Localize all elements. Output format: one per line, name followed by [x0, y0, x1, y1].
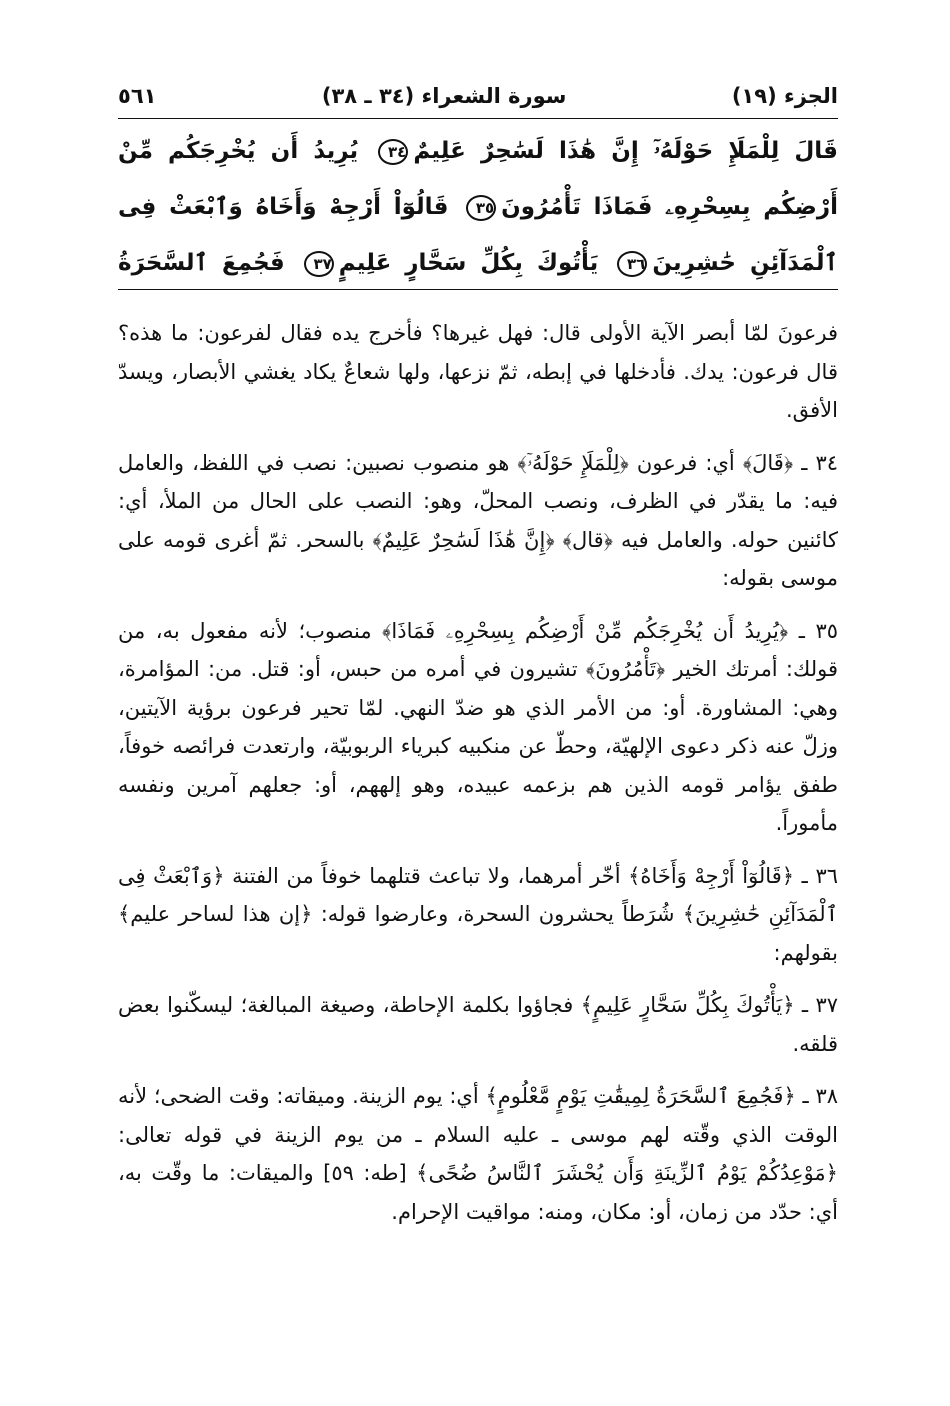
commentary-paragraph: ٣٨ ـ ﴿فَجُمِعَ ٱلسَّحَرَةُ لِمِيقَٰتِ يَوْمٍ مَّعْلُومٍ﴾ أي: يوم الزينة. وميقاته: وقت الضحى؛ لأنه الوقت الذي وقّته لهم موسى ـ عليه السلام ـ من يوم الزينة في قوله تعالى: ﴿مَوْعِدُكُمْ يَوْمُ ٱلزِّينَةِ وَأَن يُحْشَرَ ٱلنَّاسُ ضُحًى﴾ [طه: ٥٩] والميقات: ما وقّت به، أي: حدّد من زمان، أو: مكان، ومنه: مواقيت الإحرام.: [118, 1084, 838, 1224]
commentary: [118, 314, 838, 1231]
page-number: ٥٦١: [118, 84, 157, 108]
verse-number-marker: ٣٤: [378, 139, 408, 165]
verse-text: يَأْتُوكَ بِكُلِّ سَحَّارٍ عَلِيمٍ: [338, 250, 599, 276]
page-header: [118, 74, 838, 118]
surah-title: سورة الشعراء (٣٤ ـ ٣٨): [321, 84, 567, 108]
verse-number-marker: ٣٦: [617, 251, 647, 277]
verse-text: يُرِيدُ أَن يُخْرِجَكُم مِّنْ أَرْضِكُم بِسِحْرِهِۦ فَمَاذَا تَأْمُرُونَ: [118, 138, 838, 220]
verse-number-marker: ٣٧: [304, 251, 334, 277]
verse-text: فَجُمِعَ ٱلسَّحَرَةُ: [118, 250, 285, 276]
verse-number-marker: ٣٥: [466, 195, 496, 221]
verse-text: قَالَ لِلْمَلَإِ حَوْلَهُۥٓ إِنَّ هَٰذَا لَسَٰحِرٌ عَلِيمٌ: [413, 138, 838, 164]
quran-verses: [118, 119, 838, 289]
commentary-paragraph: ٣٤ ـ ﴿قَالَ﴾ أي: فرعون ﴿لِلْمَلَإِ حَوْلَهُۥٓ﴾ هو منصوب نصبين: نصب في اللفظ، والعامل فيه: ما يقدّر في الظرف، ونصب المحلّ، وهو: النصب على الحال من الملأ، أي: كائنين حوله. والعامل فيه ﴿قال﴾ ﴿إِنَّ هَٰذَا لَسَٰحِرٌ عَلِيمٌ﴾ بالسحر. ثمّ أغرى قومه على موسى بقوله:: [118, 450, 838, 590]
commentary-paragraph: ٣٦ ـ ﴿قَالُوٓاْ أَرْجِهْ وَأَخَاهُ﴾ أخّر أمرهما، ولا تباعث قتلهما خوفاً من الفتنة ﴿وَٱبْعَثْ فِى ٱلْمَدَآئِنِ حَٰشِرِينَ﴾ شُرَطاً يحشرون السحرة، وعارضوا قوله: ﴿إن هذا لساحر عليم﴾ بقولهم:: [118, 863, 838, 965]
commentary-paragraph: فرعونَ لمّا أبصر الآية الأولى قال: فهل غيرها؟ فأخرج يده فقال لفرعون: ما هذه؟ قال فرعون: يدك. فأدخلها في إبطه، ثمّ نزعها، ولها شعاعٌ يكاد يغشي الأبصار، ويسدّ الأفق.: [118, 321, 838, 422]
page: [118, 74, 838, 1245]
juz-label: الجزء (١٩): [731, 84, 838, 108]
verses-rule: [118, 289, 838, 290]
commentary-paragraph: ٣٥ ـ ﴿يُرِيدُ أَن يُخْرِجَكُم مِّنْ أَرْضِكُم بِسِحْرِهِۦ فَمَاذَا﴾ منصوب؛ لأنه مفعول به، من قولك: أمرتك الخير ﴿تَأْمُرُونَ﴾ تشيرون في أمره من حبس، أو: قتل. من: المؤامرة، وهي: المشاورة. أو: من الأمر الذي هو ضدّ النهي. لمّا تحير فرعون برؤية الآيتين، وزلّ عنه ذكر دعوى الإلهيّة، وحطّ عن منكبيه كبرياء الربوبيّة، وارتعدت فرائصه خوفاً، طفق يؤامر قومه الذين هم بزعمه عبيده، وهو إلههم، أو: جعلهم آمرين ونفسه مأموراً.: [118, 618, 838, 835]
verse-text: قَالُوٓاْ أَرْجِهْ وَأَخَاهُ وَٱبْعَثْ فِى ٱلْمَدَآئِنِ حَٰشِرِينَ: [118, 194, 838, 276]
commentary-paragraph: ٣٧ ـ ﴿يَأْتُوكَ بِكُلِّ سَحَّارٍ عَلِيمٍ﴾ فجاؤوا بكلمة الإحاطة، وصيغة المبالغة؛ ليسكّنوا بعض قلقه.: [118, 993, 838, 1056]
